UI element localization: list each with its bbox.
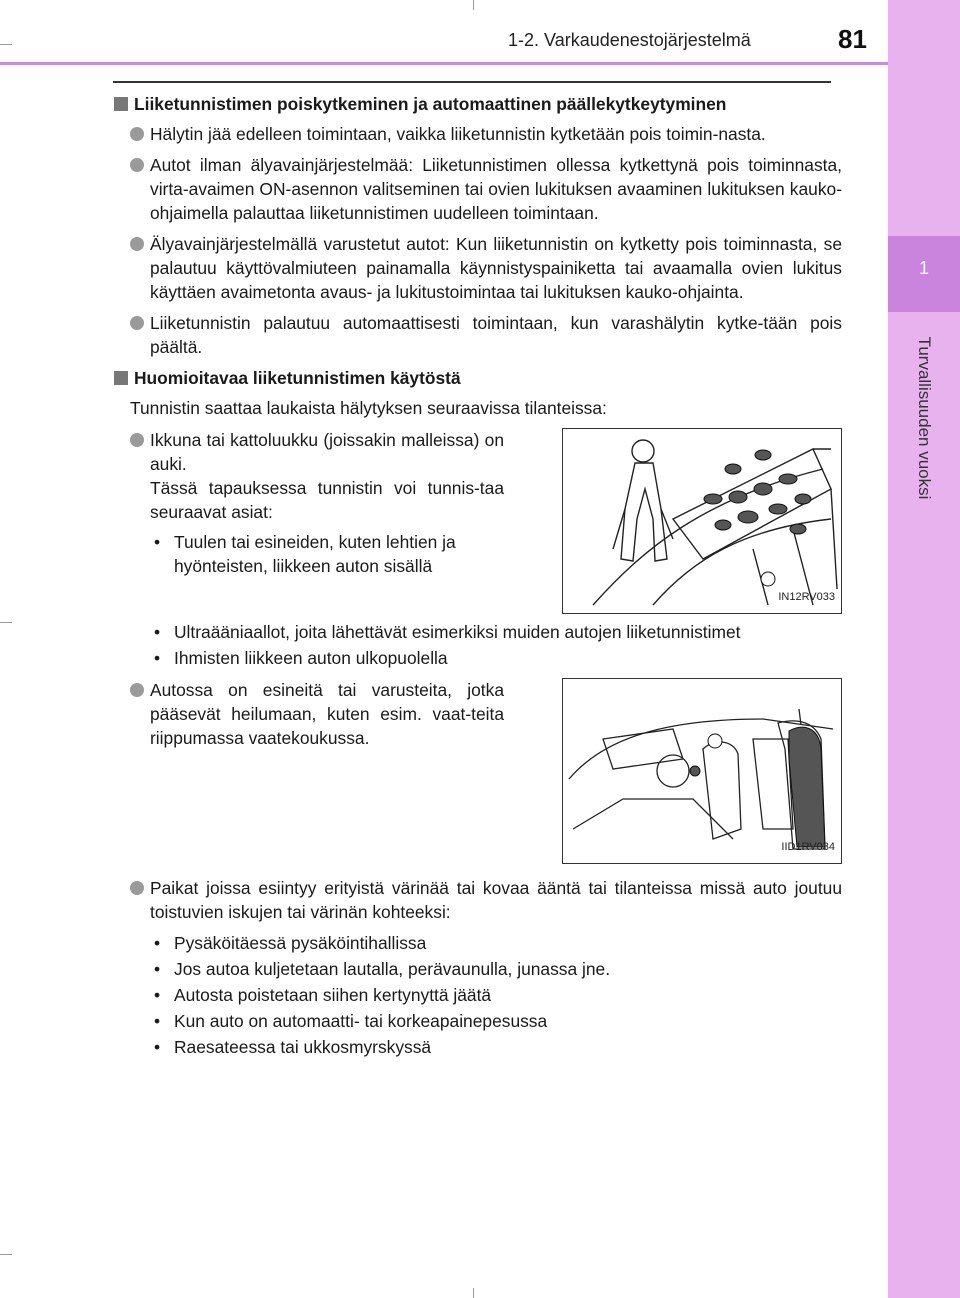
bullet-dot-icon [130,433,144,447]
page-content [112,92,842,1061]
side-tab [888,0,960,1298]
list-item: Liiketunnistin palautuu automaattisesti toimintaan, kun varashälytin kytke-tään pois päältä. [112,311,842,359]
sub-list [112,931,842,1059]
figure-label: IN12RV033 [778,591,835,603]
figure-row [112,678,842,864]
crop-mark [473,0,474,10]
bullet-dot-icon [130,683,144,697]
side-tab-chapter-title: Turvallisuuden vuoksi [915,336,934,500]
bullet-dot-icon [130,158,144,172]
sub-list-item: • Ultraääniaallot, joita lähettävät esimerkiksi muiden autojen liiketunnistimet [154,622,741,642]
side-tab-chapter-number: 1 [918,258,929,278]
bullet-dot-icon [130,237,144,251]
list-item [112,428,504,524]
crop-mark [0,1254,12,1255]
figure-label: IID1RV034 [781,841,835,853]
car-interior-illustration [562,678,842,864]
item-text: Tässä tapauksessa tunnistin voi tunnis-taa seuraavat asiat: [150,478,504,522]
list-item: Autossa on esineitä tai varusteita, jotka pääsevät heilumaan, kuten esim. vaat-teita riippumassa vaatekoukussa. [112,678,504,750]
bullet-dot-icon [130,316,144,330]
crop-mark [0,622,12,623]
list-item: Paikat joissa esiintyy erityistä värinää tai kovaa ääntä tai tilanteissa missä auto joutuu toistuvien iskujen tai värinän kohteeksi: [112,876,842,924]
list-item: Autot ilman älyavainjärjestelmää: Liiketunnistimen ollessa kytkettynä pois toiminnasta, virta-avaimen ON-asennon valitseminen tai ovien lukituksen avaaminen lukituksen kauko-ohjaimella palauttaa liiketunnistimen uudelleen toimintaan. [112,153,842,225]
sunroof-leaves-illustration [562,428,842,614]
item-text: Ikkuna tai kattoluukku (joissakin malleissa) on auki. [150,430,504,474]
sub-list-item: • Tuulen tai esineiden, kuten lehtien ja hyönteisten, liikkeen auton sisällä [154,532,456,576]
content-top-rule [113,81,831,83]
section-heading: Liiketunnistimen poiskytkeminen ja automaattinen päällekytkeytyminen [112,92,842,116]
sub-list-item: • Autosta poistetaan siihen kertynyttä jäätä [154,985,492,1005]
sub-list-item: • Ihmisten liikkeen auton ulkopuolella [154,648,448,668]
list-item: Älyavainjärjestelmällä varustetut autot: Kun liiketunnistin on kytketty pois toiminnasta, se palautuu käyttövalmiuteen painamalla käynnistyspainiketta tai avaamalla ovien lukitus käyttäen avaimetonta avaus- ja lukitustoimintaa tai lukituksen kauko-ohjainta. [112,232,842,304]
figure-row [112,428,842,614]
bullet-dot-icon [130,127,144,141]
sub-list-item: • Pysäköitäessä pysäköintihallissa [154,933,427,953]
sub-list-item: • Kun auto on automaatti- tai korkeapainepesussa [154,1011,548,1031]
sub-list [112,620,842,670]
crop-mark [473,1288,474,1298]
section-intro: Tunnistin saattaa laukaista hälytyksen seuraavissa tilanteissa: [130,398,607,418]
header-section-title: 1-2. Varkaudenestojärjestelmä [508,30,751,50]
sub-list-item: • Raesateessa tai ukkosmyrskyssä [154,1037,432,1057]
section-heading: Huomioitavaa liiketunnistimen käytöstä [112,366,842,390]
square-bullet-icon [114,97,128,111]
crop-mark [0,44,12,45]
header-rule [0,62,888,65]
page-number: 81 [838,24,867,54]
list-item: Hälytin jää edelleen toimintaan, vaikka liiketunnistin kytketään pois toimin-nasta. [112,122,842,146]
square-bullet-icon [114,371,128,385]
bullet-dot-icon [130,881,144,895]
sub-list-item: • Jos autoa kuljetetaan lautalla, perävaunulla, junassa jne. [154,959,611,979]
